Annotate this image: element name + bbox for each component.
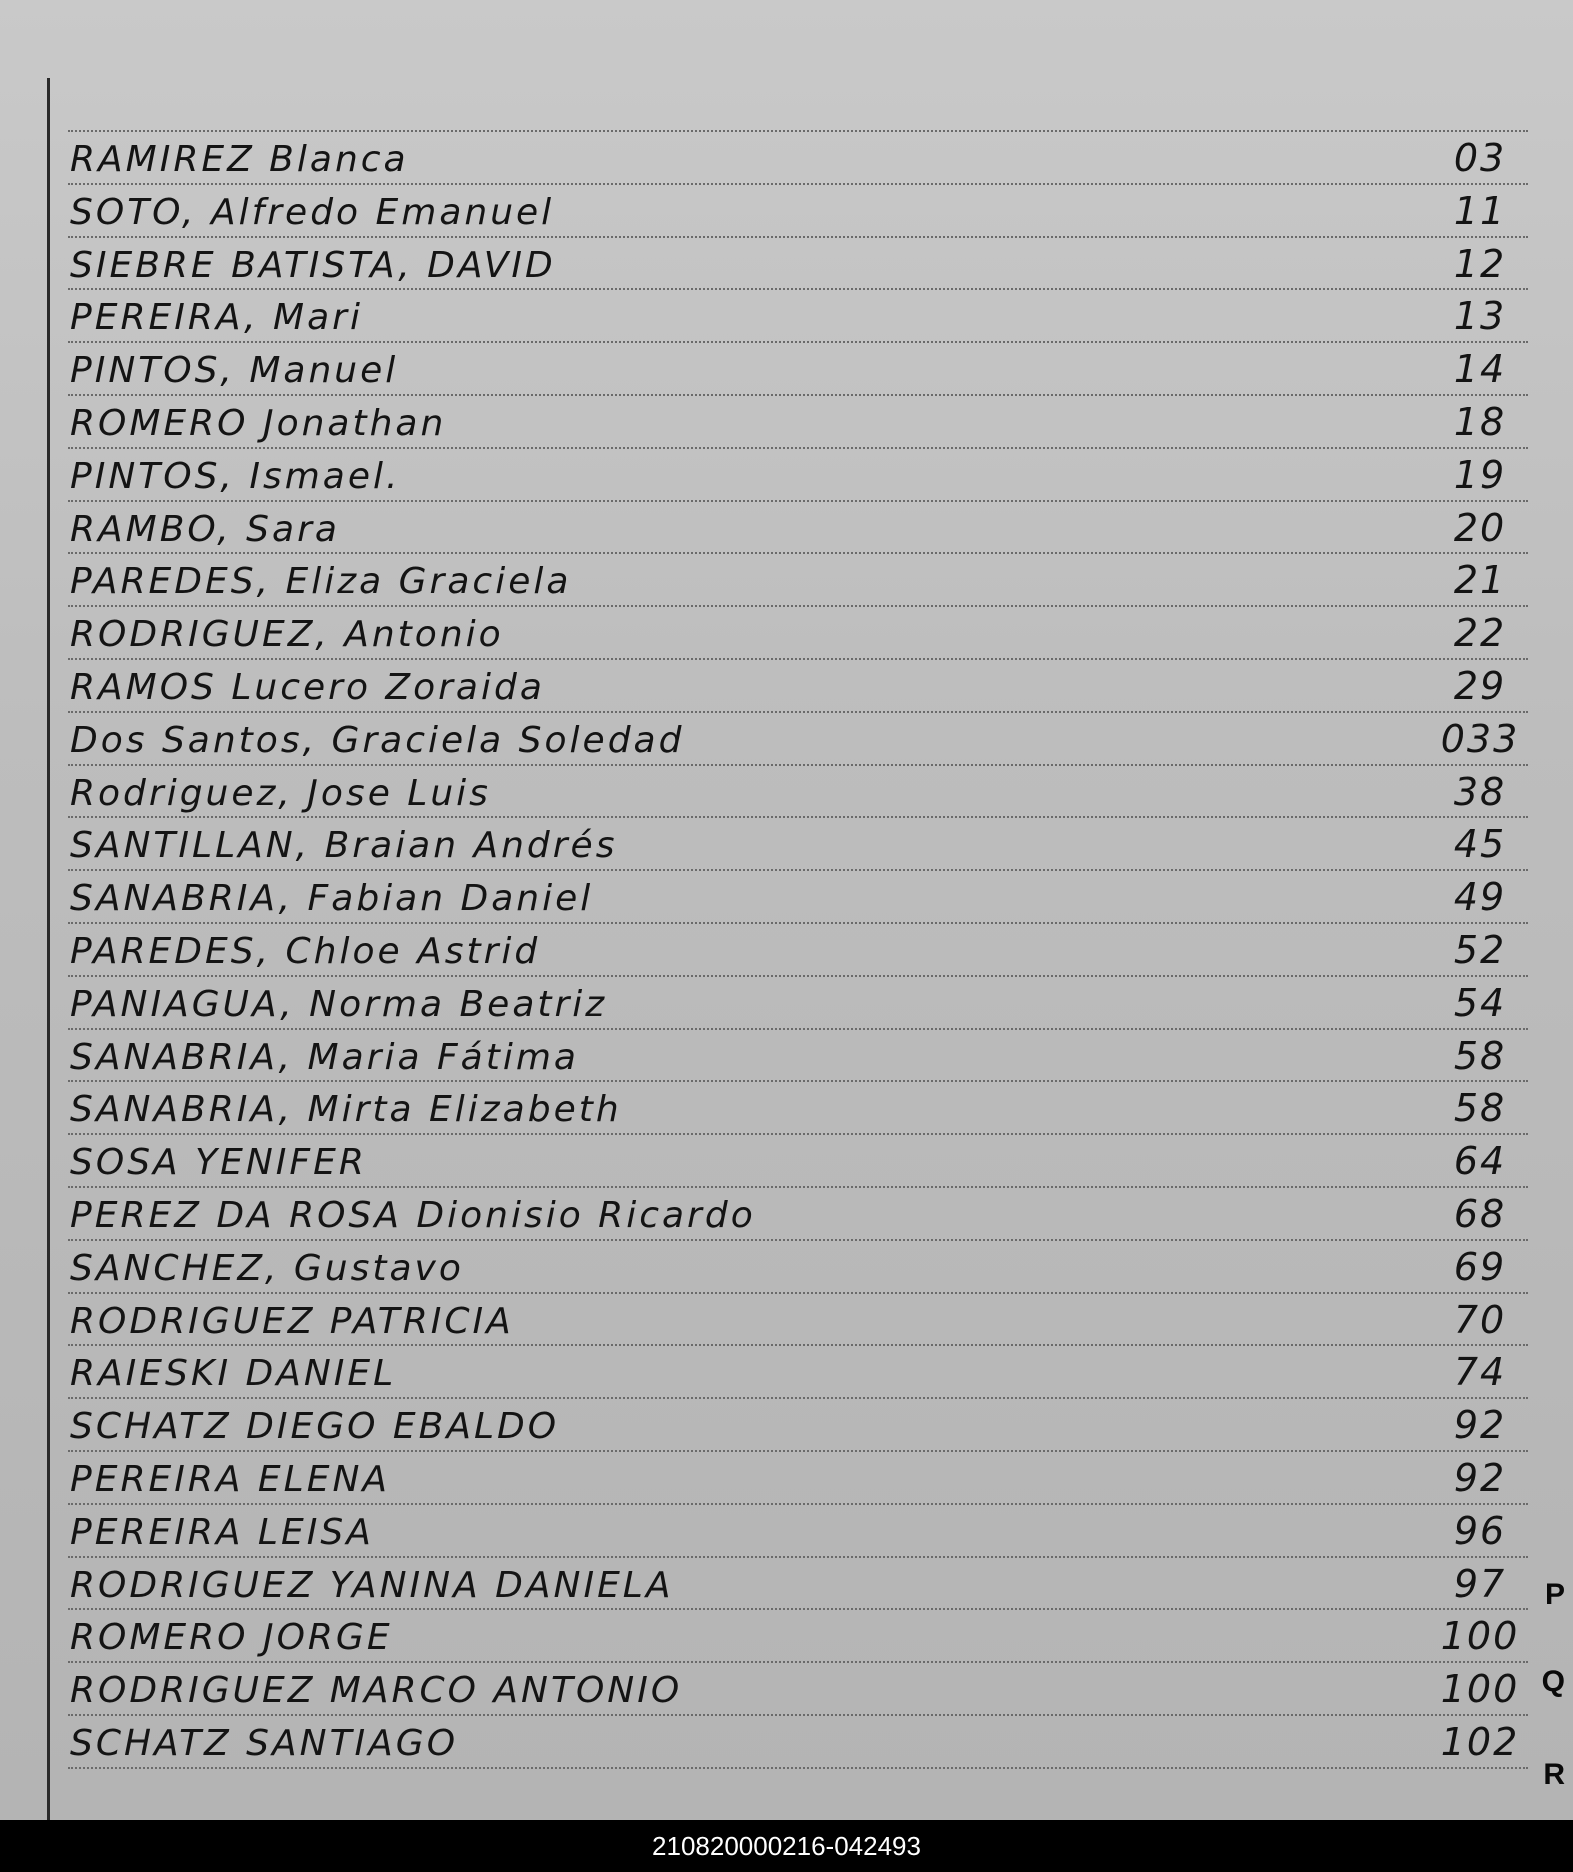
- list-item: [70, 871, 1550, 921]
- list-item: [70, 1663, 1550, 1713]
- list-item: [70, 766, 1550, 816]
- student-name: SIEBRE BATISTA, DAVID: [70, 244, 556, 286]
- student-number: 12: [1453, 241, 1507, 286]
- list-item: [70, 713, 1550, 763]
- student-number: 49: [1453, 875, 1507, 920]
- student-number: 70: [1453, 1297, 1507, 1342]
- student-number: 52: [1453, 928, 1507, 972]
- student-name: RODRIGUEZ YANINA DANIELA: [70, 1564, 674, 1606]
- list-item: [70, 607, 1550, 657]
- marker-p: P: [1544, 1578, 1565, 1611]
- student-number: 033: [1440, 716, 1520, 761]
- margin-line: [47, 78, 50, 1820]
- list-item: [70, 660, 1550, 710]
- student-name: SANABRIA, Mirta Elizabeth: [70, 1089, 622, 1131]
- student-name: SOTO, Alfredo Emanuel: [70, 191, 555, 233]
- student-name: RODRIGUEZ, Antonio: [70, 614, 504, 656]
- marker-q: Q: [1541, 1665, 1565, 1698]
- student-number: 13: [1453, 294, 1507, 339]
- list-item: [70, 1241, 1550, 1291]
- list-item: [70, 818, 1550, 868]
- list-item: [70, 449, 1550, 499]
- list-item: [70, 185, 1550, 235]
- student-name: RAIESKI DANIEL: [70, 1353, 397, 1395]
- ruled-line: [68, 1767, 1528, 1769]
- student-number: 97: [1453, 1561, 1507, 1606]
- student-number: 102: [1440, 1720, 1520, 1764]
- list-item: [70, 396, 1550, 446]
- list-item: [70, 502, 1550, 552]
- student-number: 21: [1453, 558, 1507, 603]
- student-name: SANCHEZ, Gustavo: [70, 1247, 464, 1289]
- list-item: [70, 290, 1550, 340]
- student-number: 29: [1453, 664, 1507, 708]
- student-name: RAMIREZ Blanca: [70, 139, 409, 180]
- student-name: PEREIRA, Mari: [70, 297, 363, 339]
- list-item: [70, 1030, 1550, 1080]
- student-name: SANABRIA, Fabian Daniel: [70, 878, 594, 920]
- student-name: PAREDES, Chloe Astrid: [70, 931, 541, 972]
- list-item: [70, 1294, 1550, 1344]
- list-item: [70, 1505, 1550, 1555]
- student-number: 58: [1453, 1086, 1507, 1131]
- student-number: 11: [1453, 188, 1507, 233]
- list-item: [70, 1188, 1550, 1238]
- student-number: 92: [1453, 1403, 1507, 1448]
- student-name: ROMERO JORGE: [70, 1617, 393, 1659]
- student-number: 100: [1440, 1614, 1520, 1659]
- student-name: RAMBO, Sara: [70, 508, 340, 550]
- student-name: ROMERO Jonathan: [70, 403, 447, 444]
- student-name: PINTOS, Ismael.: [70, 455, 401, 497]
- list-item: [70, 1082, 1550, 1132]
- scan-id-footer: 210820000216-042493: [0, 1820, 1573, 1872]
- list-item: [70, 1610, 1550, 1660]
- student-number: 64: [1453, 1139, 1507, 1184]
- student-number: 92: [1453, 1456, 1507, 1500]
- student-name: PEREIRA ELENA: [70, 1459, 391, 1500]
- student-number: 20: [1453, 505, 1507, 550]
- student-name: SCHATZ SANTIAGO: [70, 1723, 459, 1764]
- student-name: SOSA YENIFER: [70, 1142, 367, 1184]
- student-name: PEREZ DA ROSA Dionisio Ricardo: [70, 1195, 756, 1236]
- student-name: PAREDES, Eliza Graciela: [70, 561, 572, 603]
- student-name: PINTOS, Manuel: [70, 350, 399, 392]
- list-item: [70, 238, 1550, 288]
- list-item: [70, 1399, 1550, 1449]
- student-name: PANIAGUA, Norma Beatriz: [70, 983, 608, 1025]
- student-name: SCHATZ DIEGO EBALDO: [70, 1406, 560, 1448]
- student-name: PEREIRA LEISA: [70, 1511, 374, 1553]
- student-number: 68: [1453, 1192, 1507, 1236]
- marker-r: R: [1543, 1758, 1565, 1791]
- list-item: [70, 1558, 1550, 1608]
- list-item: [70, 1135, 1550, 1185]
- student-number: 38: [1453, 769, 1507, 814]
- student-name: SANTILLAN, Braian Andrés: [70, 825, 618, 867]
- student-number: 96: [1453, 1508, 1507, 1553]
- student-number: 74: [1453, 1350, 1507, 1395]
- list-item: [70, 924, 1550, 974]
- student-number: 22: [1453, 611, 1507, 656]
- list-item: [70, 977, 1550, 1027]
- list-item: [70, 1716, 1550, 1766]
- student-name: SANABRIA, Maria Fátima: [70, 1036, 579, 1078]
- list-item: [70, 343, 1550, 393]
- list-item: [70, 1452, 1550, 1502]
- student-number: 18: [1453, 400, 1507, 444]
- student-name: Rodriguez, Jose Luis: [70, 772, 491, 814]
- student-number: 100: [1440, 1667, 1520, 1712]
- student-number: 14: [1453, 347, 1507, 392]
- student-name: RAMOS Lucero Zoraida: [70, 667, 545, 708]
- student-name: RODRIGUEZ MARCO ANTONIO: [70, 1670, 683, 1712]
- list-item: [70, 1346, 1550, 1396]
- student-name: Dos Santos, Graciela Soledad: [70, 719, 685, 761]
- student-name: RODRIGUEZ PATRICIA: [70, 1300, 514, 1342]
- student-number: 03: [1453, 136, 1507, 180]
- student-number: 69: [1453, 1244, 1507, 1289]
- student-number: 19: [1453, 452, 1507, 497]
- list-item: [70, 132, 1550, 182]
- list-item: [70, 554, 1550, 604]
- student-number: 58: [1453, 1033, 1507, 1078]
- student-number: 54: [1453, 980, 1507, 1025]
- student-number: 45: [1453, 822, 1507, 867]
